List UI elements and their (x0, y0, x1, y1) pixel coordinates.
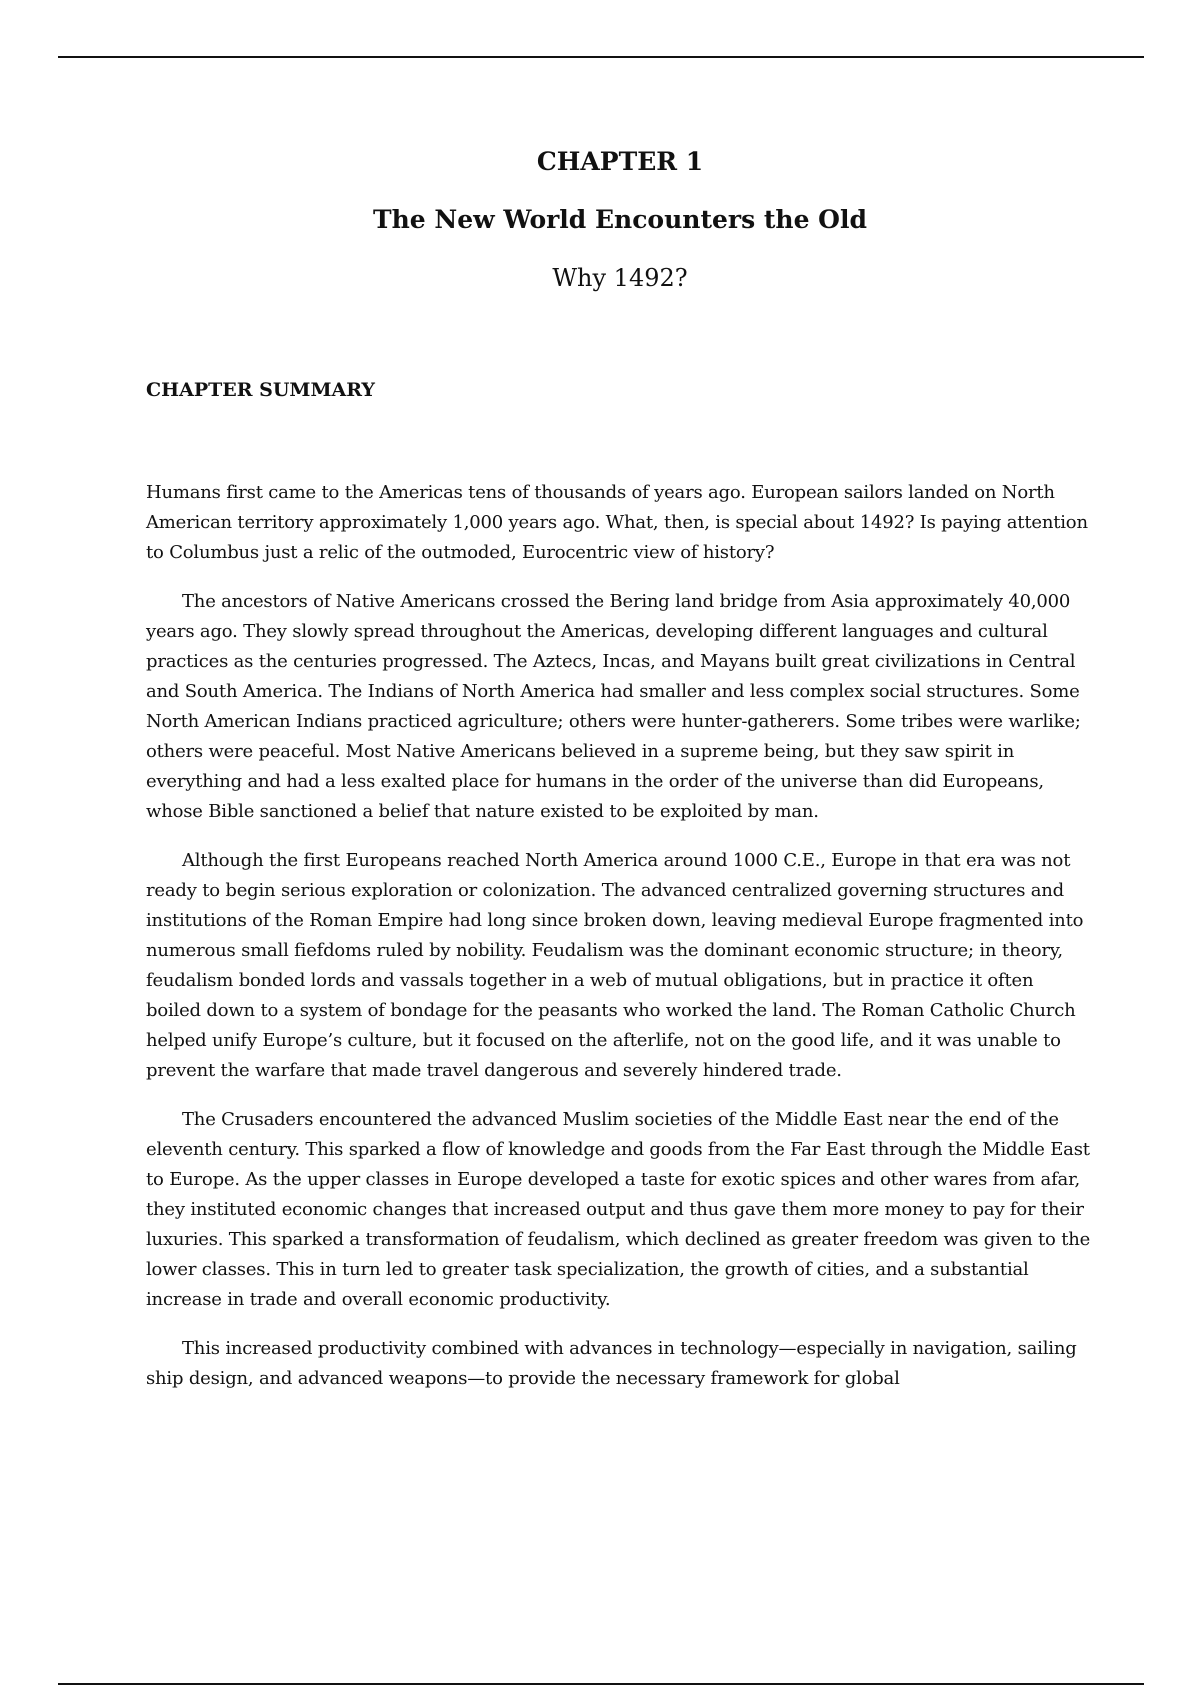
paragraph: Although the first Europeans reached North America around 1000 C.E., Europe in that era was not ready to begin serious exploration or colonization. The advanced centralized governing structures and institutions of the Roman Empire had long since broken down, leaving medieval Europe fragmented into numerous small fiefdoms ruled by nobility. Feudalism was the dominant economic structure; in theory, feudalism bonded lords and vassals together in a web of mutual obligations, but in practice it often boiled down to a system of bondage for the peasants who worked the land. The Roman Catholic Church helped unify Europe’s culture, but it focused on the afterlife, not on the good life, and it was unable to prevent the warfare that made travel dangerous and severely hindered trade. (146, 850, 1084, 1081)
chapter-title: The New World Encounters the Old (373, 205, 867, 234)
chapter-subtitle: Why 1492? (552, 264, 688, 292)
paragraph: Humans first came to the Americas tens of thousands of years ago. European sailors landed on North American territory approximately 1,000 years ago. What, then, is special about 1492? Is paying attention to Columbus just a relic of the outmoded, Eurocentric view of history? (146, 482, 1088, 563)
chapter-label: CHAPTER 1 (536, 147, 704, 176)
paragraph: This increased productivity combined with advances in technology—especially in navigation, sailing ship design, and advanced weapons—to provide the necessary framework for global (146, 1338, 1077, 1389)
top-rule (58, 56, 1144, 58)
body-text (146, 478, 1092, 1413)
section-heading: CHAPTER SUMMARY (146, 379, 375, 401)
paragraph: The Crusaders encountered the advanced Muslim societies of the Middle East near the end of the eleventh century. This sparked a flow of knowledge and goods from the Far East through the Middle East to Europe. As the upper classes in Europe developed a taste for exotic spices and other wares from afar, they instituted economic changes that increased output and thus gave them more money to pay for their luxuries. This sparked a transformation of feudalism, which declined as greater freedom was given to the lower classes. This in turn led to greater task specialization, the growth of cities, and a substantial increase in trade and overall economic productivity. (146, 1109, 1091, 1310)
bottom-rule (58, 1683, 1144, 1685)
paragraph: The ancestors of Native Americans crossed the Bering land bridge from Asia approximately 40,000 years ago. They slowly spread throughout the Americas, developing different languages and cultural practices as the centuries progressed. The Aztecs, Incas, and Mayans built great civilizations in Central and South America. The Indians of North America had smaller and less complex social structures. Some North American Indians practiced agriculture; others were hunter-gatherers. Some tribes were warlike; others were peaceful. Most Native Americans believed in a supreme being, but they saw spirit in everything and had a less exalted place for humans in the order of the universe than did Europeans, whose Bible sanctioned a belief that nature existed to be exploited by man. (146, 591, 1081, 822)
